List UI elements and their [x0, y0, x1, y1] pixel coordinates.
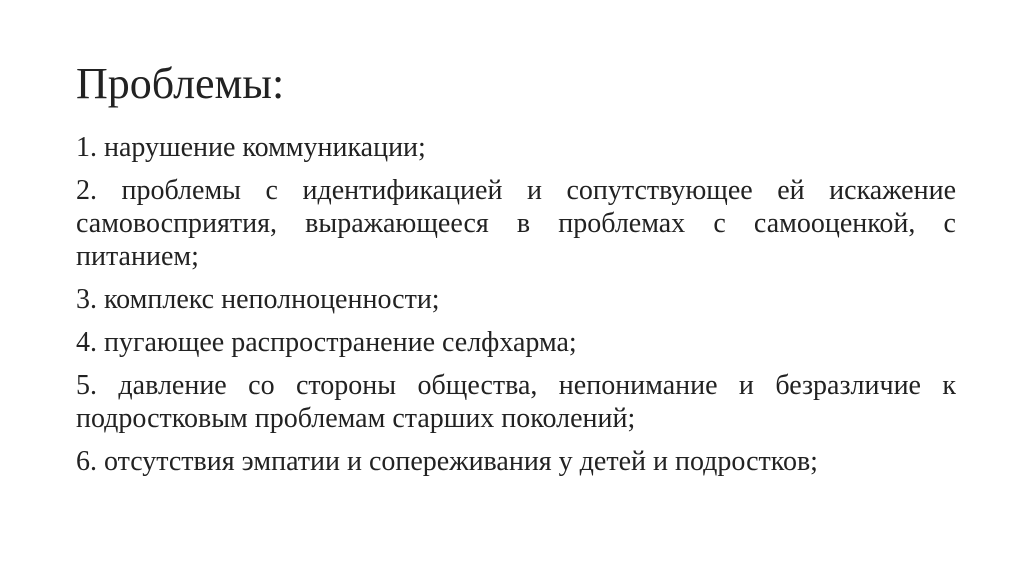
- problem-item-2: 2. проблемы с идентификацией и сопутствующее ей искажение самовосприятия, выражающееся в проблемах с самооценкой, с питанием;: [76, 175, 956, 272]
- problem-item-3: 3. комплекс неполноценности;: [76, 284, 440, 315]
- problem-item-5: 5. давление со стороны общества, непонимание и безразличие к подростковым проблемам старших поколений;: [76, 370, 956, 434]
- slide-title: Проблемы:: [76, 59, 285, 108]
- problem-item-4: 4. пугающее распространение селфхарма;: [76, 327, 577, 358]
- problem-item-6: 6. отсутствия эмпатии и сопереживания у детей и подростков;: [76, 446, 818, 477]
- problem-item-1: 1. нарушение коммуникации;: [76, 132, 426, 163]
- problem-list: [76, 131, 956, 488]
